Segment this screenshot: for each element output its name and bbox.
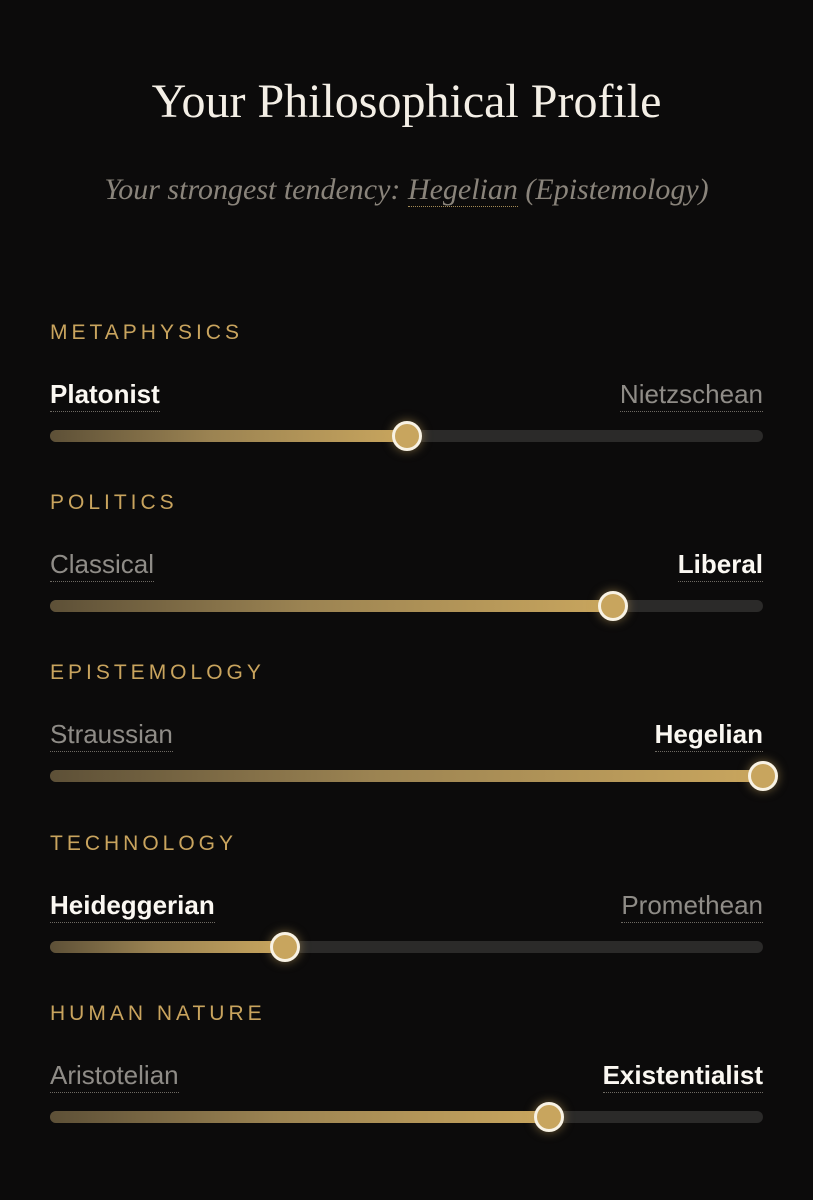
axis-slider-handle[interactable] (270, 932, 300, 962)
axis-right-pole[interactable]: Liberal (678, 548, 763, 582)
axis-slider-fill (50, 430, 407, 442)
axis-right-pole[interactable]: Existentialist (603, 1059, 763, 1093)
axis-human-nature (50, 1001, 763, 1141)
axis-left-pole[interactable]: Aristotelian (50, 1059, 179, 1093)
axis-slider-track[interactable] (50, 770, 763, 782)
axis-slider-fill (50, 941, 285, 953)
axis-category-label: METAPHYSICS (50, 321, 243, 344)
axis-slider-track[interactable] (50, 430, 763, 442)
axis-slider-track[interactable] (50, 600, 763, 612)
axis-category-label: EPISTEMOLOGY (50, 661, 265, 684)
axis-slider-handle[interactable] (598, 591, 628, 621)
axis-category-label: POLITICS (50, 491, 178, 514)
axis-slider-track[interactable] (50, 1111, 763, 1123)
axis-slider-fill (50, 770, 763, 782)
axis-epistemology (50, 660, 763, 800)
axis-category-label: TECHNOLOGY (50, 832, 238, 855)
axis-slider-handle[interactable] (534, 1102, 564, 1132)
axis-left-pole[interactable]: Straussian (50, 718, 173, 752)
strongest-tendency-subtitle (0, 170, 813, 210)
axis-right-pole[interactable]: Promethean (621, 889, 763, 923)
axis-slider-handle[interactable] (392, 421, 422, 451)
strongest-tendency-link[interactable]: Hegelian (407, 173, 518, 206)
axis-category-label: HUMAN NATURE (50, 1002, 266, 1025)
axis-technology (50, 831, 763, 971)
subtitle-prefix: Your strongest tendency: (104, 173, 408, 206)
axis-left-pole[interactable]: Classical (50, 548, 154, 582)
axis-slider-fill (50, 1111, 549, 1123)
axis-right-pole[interactable]: Nietzschean (620, 378, 763, 412)
page-title: Your Philosophical Profile (151, 75, 662, 128)
subtitle-suffix: (Epistemology) (517, 173, 709, 206)
axis-slider-track[interactable] (50, 941, 763, 953)
axis-right-pole[interactable]: Hegelian (655, 718, 763, 752)
axis-slider-handle[interactable] (748, 761, 778, 791)
axis-metaphysics (50, 320, 763, 460)
axis-politics (50, 490, 763, 630)
axis-left-pole[interactable]: Platonist (50, 378, 160, 412)
axis-slider-fill (50, 600, 613, 612)
axis-left-pole[interactable]: Heideggerian (50, 889, 215, 923)
